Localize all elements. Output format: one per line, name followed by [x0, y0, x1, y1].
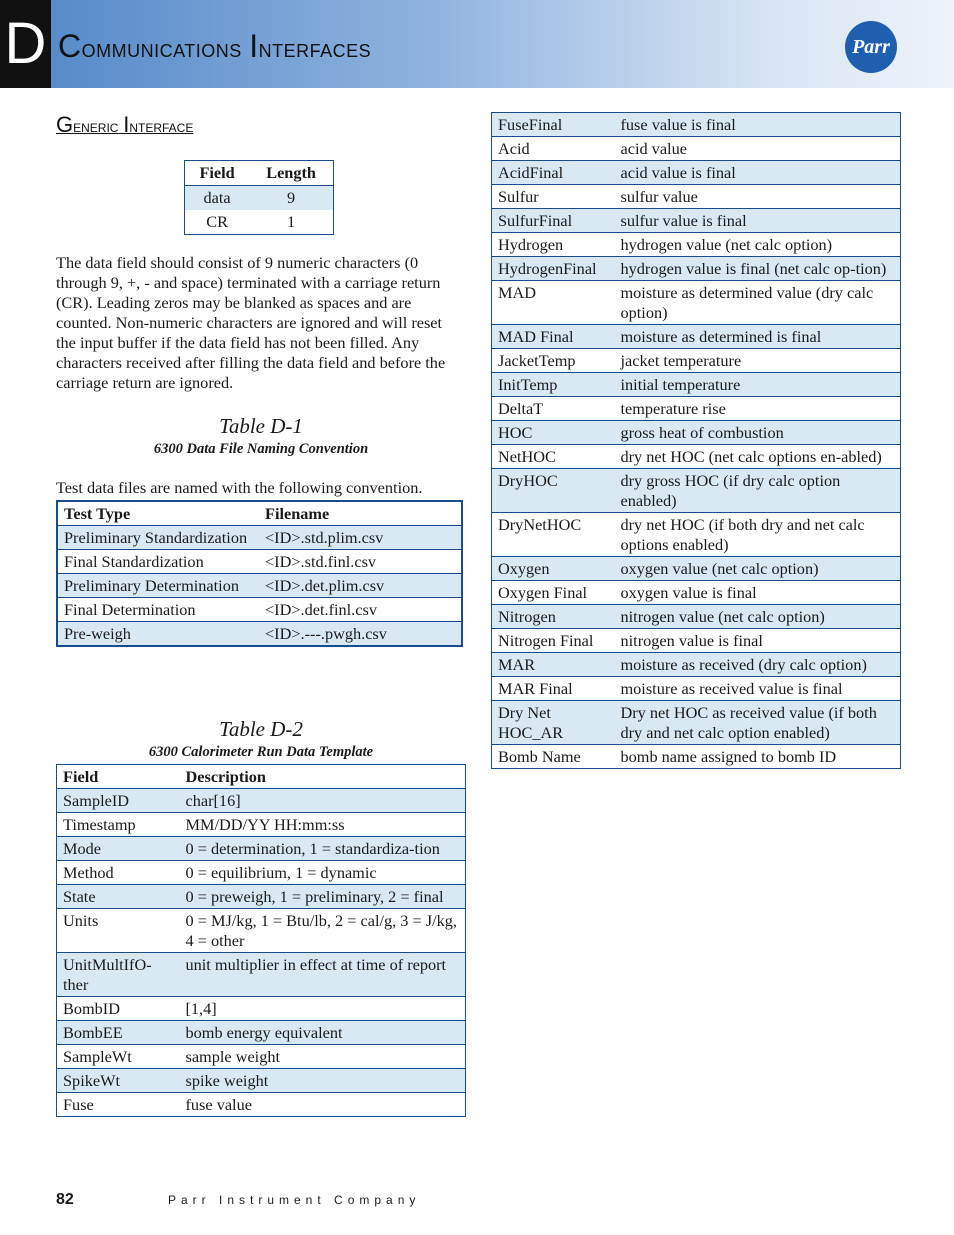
field-cell: Pre-weigh [57, 622, 259, 647]
table-row [492, 325, 901, 349]
field-cell: Preliminary Determination [57, 574, 259, 598]
table-row [57, 550, 462, 574]
column-header: Test Type [57, 501, 259, 526]
field-cell: DryHOC [492, 469, 615, 513]
value-cell: bomb name assigned to bomb ID [615, 745, 901, 769]
body-paragraph: The data field should consist of 9 numeric characters (0 through 9, +, - and space) terminated with a carriage return (CR). Leading zeros may be blanked as spaces and are counted. Non-numeric characters are ignored and will reset the input buffer if the data field has not been filled. Any characters received after filling the data field and before the carriage return are ignored. [56, 253, 446, 392]
table-row [492, 701, 901, 745]
value-cell: sulfur value is final [615, 209, 901, 233]
table-row [492, 137, 901, 161]
field-cell: Acid [492, 137, 615, 161]
field-cell: SulfurFinal [492, 209, 615, 233]
field-cell: DeltaT [492, 397, 615, 421]
field-cell: Bomb Name [492, 745, 615, 769]
value-cell: nitrogen value (net calc option) [615, 605, 901, 629]
table-row [57, 1069, 466, 1093]
page-number: 82 [56, 1191, 74, 1208]
value-cell: sample weight [180, 1045, 466, 1069]
table-row [492, 629, 901, 653]
table-row [492, 373, 901, 397]
value-cell: fuse value is final [615, 113, 901, 137]
column-header: Description [180, 765, 466, 789]
table-row [57, 526, 462, 550]
field-cell: UnitMultIfO-ther [57, 953, 180, 997]
value-cell: initial temperature [615, 373, 901, 397]
table-row [492, 257, 901, 281]
chapter-title-part-2: nterfaces [258, 35, 372, 63]
chapter-title-cap-2: I [249, 28, 259, 64]
value-cell: oxygen value (net calc option) [615, 557, 901, 581]
page-header [0, 0, 954, 88]
field-cell: MAR [492, 653, 615, 677]
value-cell: 0 = equilibrium, 1 = dynamic [180, 861, 466, 885]
table-d2-caption [56, 717, 466, 761]
field-cell: AcidFinal [492, 161, 615, 185]
value-cell: Dry net HOC as received value (if both dry and net calc option enabled) [615, 701, 901, 745]
table-row [57, 1045, 466, 1069]
table-row [492, 677, 901, 701]
table-row [57, 574, 462, 598]
table-row [492, 653, 901, 677]
value-cell: hydrogen value (net calc option) [615, 233, 901, 257]
value-cell: bomb energy equivalent [180, 1021, 466, 1045]
field-cell: Nitrogen [492, 605, 615, 629]
table-row [492, 513, 901, 557]
field-cell: SpikeWt [57, 1069, 180, 1093]
table-d2 [56, 764, 466, 1117]
table-row [492, 421, 901, 445]
section-title-cap-1: G [56, 112, 74, 137]
value-cell: 0 = preweigh, 1 = preliminary, 2 = final [180, 885, 466, 909]
table-cell: CR [185, 210, 250, 235]
table-row [492, 209, 901, 233]
field-cell: Fuse [57, 1093, 180, 1117]
value-cell: 0 = MJ/kg, 1 = Btu/lb, 2 = cal/g, 3 = J/kg, 4 = other [180, 909, 466, 953]
table-row [57, 909, 466, 953]
table-row [492, 581, 901, 605]
parr-logo: Parr [845, 21, 897, 73]
column-header: Filename [259, 501, 462, 526]
table-d2-continued [491, 112, 901, 769]
field-cell: JacketTemp [492, 349, 615, 373]
chapter-title [58, 28, 371, 65]
field-cell: DryNetHOC [492, 513, 615, 557]
field-cell: InitTemp [492, 373, 615, 397]
table-row [492, 605, 901, 629]
table-row [57, 885, 466, 909]
table-row [57, 997, 466, 1021]
table-row [185, 210, 334, 235]
column-header: Field [57, 765, 180, 789]
field-cell: Preliminary Standardization [57, 526, 259, 550]
field-cell: NetHOC [492, 445, 615, 469]
field-cell: Timestamp [57, 813, 180, 837]
table-row [57, 953, 466, 997]
table-d1-subtitle: 6300 Data File Naming Convention [153, 441, 369, 457]
section-title-cap-2: I [123, 112, 130, 137]
table-cell: 9 [249, 186, 333, 211]
chapter-title-part-1: ommunications [81, 35, 250, 63]
value-cell: dry gross HOC (if dry calc option enabled) [615, 469, 901, 513]
section-title [56, 112, 193, 138]
value-cell: <ID>.---.pwgh.csv [259, 622, 462, 647]
value-cell: hydrogen value is final (net calc op-tion) [615, 257, 901, 281]
value-cell: moisture as received (dry calc option) [615, 653, 901, 677]
field-cell: SampleWt [57, 1045, 180, 1069]
value-cell: MM/DD/YY HH:mm:ss [180, 813, 466, 837]
value-cell: gross heat of combustion [615, 421, 901, 445]
length-header: Length [249, 161, 333, 186]
value-cell: jacket temperature [615, 349, 901, 373]
table-row [57, 813, 466, 837]
table-row [57, 598, 462, 622]
field-cell: Sulfur [492, 185, 615, 209]
field-cell: Dry Net HOC_AR [492, 701, 615, 745]
value-cell: moisture as received value is final [615, 677, 901, 701]
field-cell: Mode [57, 837, 180, 861]
table-cell: data [185, 186, 250, 211]
table-d1 [56, 500, 463, 647]
field-cell: Final Determination [57, 598, 259, 622]
table-d2-title: Table D-2 [219, 717, 303, 741]
table-row [57, 622, 462, 647]
chapter-letter: D [0, 0, 51, 88]
table-row [492, 281, 901, 325]
field-cell: HOC [492, 421, 615, 445]
value-cell: unit multiplier in effect at time of report [180, 953, 466, 997]
table-row [492, 113, 901, 137]
value-cell: dry net HOC (net calc options en-abled) [615, 445, 901, 469]
section-title-part-2: nterface [129, 117, 194, 136]
table-d1-title: Table D-1 [219, 414, 303, 438]
field-cell: FuseFinal [492, 113, 615, 137]
field-cell: BombID [57, 997, 180, 1021]
table-d1-caption [56, 414, 466, 458]
value-cell: <ID>.std.finl.csv [259, 550, 462, 574]
table-row [492, 185, 901, 209]
table-row [492, 349, 901, 373]
table-row [492, 161, 901, 185]
value-cell: <ID>.det.finl.csv [259, 598, 462, 622]
value-cell: 0 = determination, 1 = standardiza-tion [180, 837, 466, 861]
table-cell: 1 [249, 210, 333, 235]
value-cell: temperature rise [615, 397, 901, 421]
field-cell: Hydrogen [492, 233, 615, 257]
footer-company: Parr Instrument Company [168, 1193, 421, 1207]
field-cell: Units [57, 909, 180, 953]
table-row [492, 745, 901, 769]
table-row [492, 397, 901, 421]
value-cell: spike weight [180, 1069, 466, 1093]
table-row [57, 1093, 466, 1117]
value-cell: <ID>.std.plim.csv [259, 526, 462, 550]
field-cell: State [57, 885, 180, 909]
table-row [492, 469, 901, 513]
value-cell: moisture as determined is final [615, 325, 901, 349]
section-title-part-1: eneric [73, 117, 124, 136]
value-cell: acid value [615, 137, 901, 161]
field-cell: Final Standardization [57, 550, 259, 574]
value-cell: moisture as determined value (dry calc option) [615, 281, 901, 325]
table-row [57, 789, 466, 813]
field-header: Field [185, 161, 250, 186]
field-cell: MAD Final [492, 325, 615, 349]
field-length-table [184, 160, 334, 235]
chapter-title-cap-1: C [58, 28, 82, 64]
value-cell: dry net HOC (if both dry and net calc options enabled) [615, 513, 901, 557]
field-cell: Oxygen [492, 557, 615, 581]
value-cell: oxygen value is final [615, 581, 901, 605]
table-row [57, 1021, 466, 1045]
value-cell: <ID>.det.plim.csv [259, 574, 462, 598]
field-cell: Method [57, 861, 180, 885]
value-cell: acid value is final [615, 161, 901, 185]
field-cell: MAR Final [492, 677, 615, 701]
table-row [492, 445, 901, 469]
value-cell: sulfur value [615, 185, 901, 209]
value-cell: fuse value [180, 1093, 466, 1117]
table-d1-intro: Test data files are named with the following convention. [56, 478, 423, 497]
table-row [57, 837, 466, 861]
field-cell: SampleID [57, 789, 180, 813]
field-cell: HydrogenFinal [492, 257, 615, 281]
value-cell: [1,4] [180, 997, 466, 1021]
table-row [57, 861, 466, 885]
field-cell: Nitrogen Final [492, 629, 615, 653]
table-row [492, 233, 901, 257]
table-row [492, 557, 901, 581]
table-row [185, 186, 334, 211]
field-cell: Oxygen Final [492, 581, 615, 605]
field-cell: BombEE [57, 1021, 180, 1045]
value-cell: char[16] [180, 789, 466, 813]
value-cell: nitrogen value is final [615, 629, 901, 653]
table-d2-subtitle: 6300 Calorimeter Run Data Template [148, 744, 374, 760]
field-cell: MAD [492, 281, 615, 325]
